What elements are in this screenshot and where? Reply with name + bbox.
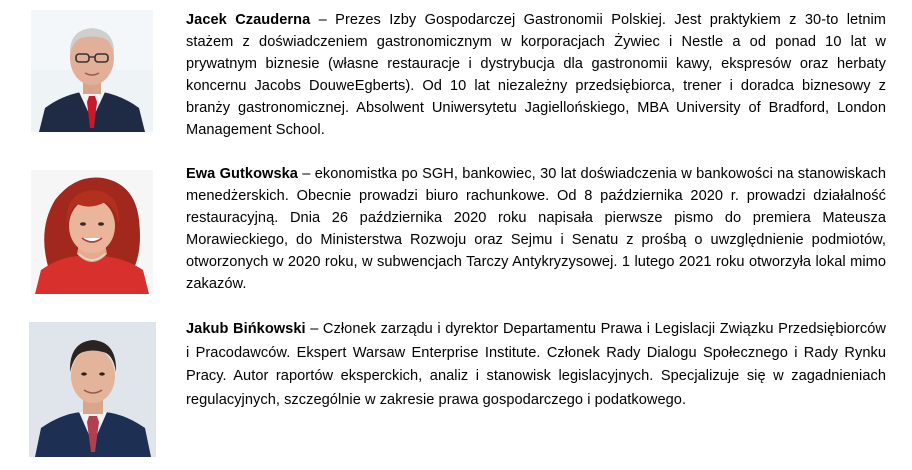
portrait-photo <box>31 10 153 132</box>
person-name: Jacek Czauderna <box>186 12 311 28</box>
portrait-photo <box>31 170 153 294</box>
bio-text <box>186 318 886 412</box>
bio-text <box>186 163 886 295</box>
portrait-photo <box>29 322 156 457</box>
bio-description: – Członek zarządu i dyrektor Departamentu Prawa i Legislacji Związku Przedsiębiorców i Pracodawców. Ekspert Warsaw Enterprise Institute. Członek Rady Dialogu Społecznego i Rady Rynku Pracy. Autor raportów eksperckich, analiz i stanowisk legislacyjnych. Specjalizuje się w zagadnieniach regulacyjnych, szczególnie w zakresie prawa gospodarczego i podatkowego. <box>186 321 886 408</box>
person-name: Jakub Bińkowski <box>186 321 306 337</box>
bio-text <box>186 9 886 141</box>
bio-description: – ekonomistka po SGH, bankowiec, 30 lat doświadczenia w bankowości na stanowiskach menedżerskich. Obecnie prowadzi biuro rachunkowe. Od 8 października 2020 r. prowadzi działalność restauracyjną. Dnia 26 października 2020 roku napisała pierwsze pismo do premiera Mateusza Morawieckiego, do Ministerstwa Rozwoju oraz Sejmu i Senatu z prośbą o uwzględnienie podmiotów, otworzonych w 2020 roku, w subwencjach Tarczy Antykryzysowej. 1 lutego 2021 roku otworzyła lokal mimo zakazów. <box>186 166 886 292</box>
portrait-man-suit-icon <box>29 322 156 457</box>
portrait-man-glasses-icon <box>31 10 153 132</box>
portrait-woman-red-hair-icon <box>31 170 153 294</box>
person-name: Ewa Gutkowska <box>186 166 298 182</box>
bio-description: – Prezes Izby Gospodarczej Gastronomii Polskiej. Jest praktykiem z 30-to letnim stażem z doświadczeniem gastronomicznym w korporacjach Żywiec i Nestle a od ponad 10 lat w prywatnym biznesie (własne restauracje i dystrybucja dla gastronomii kawy, ekspresów oraz herbaty koncernu Jacobs DouweEgberts). Od 10 lat niezależny przedsiębiorca, trener i doradca biznesowy z branży gastronomicznej. Absolwent Uniwersytetu Jagiellońskiego, MBA University of Bradford, London Management School. <box>186 12 886 138</box>
